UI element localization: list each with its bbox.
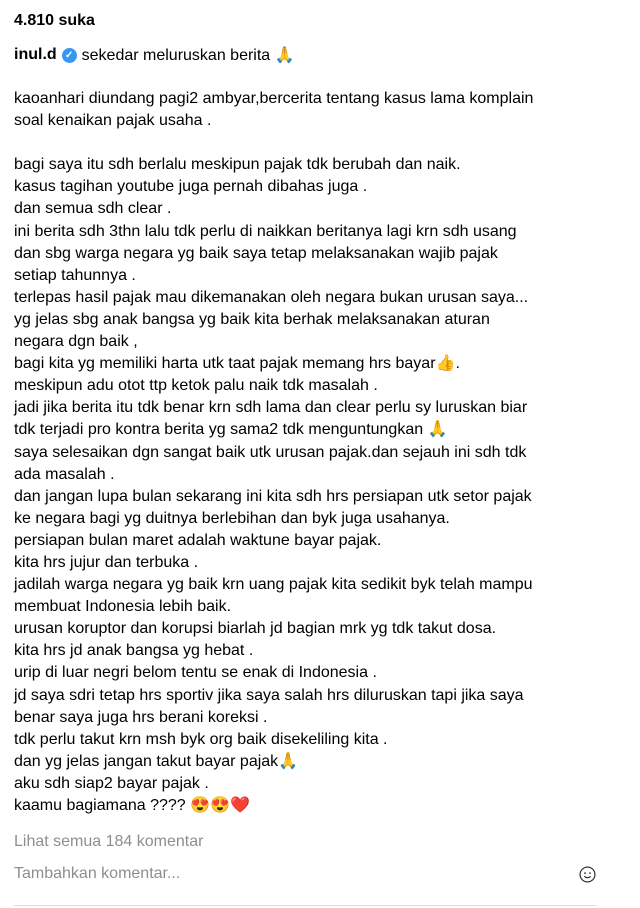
view-all-comments-link[interactable]: Lihat semua 184 komentar	[14, 833, 204, 850]
caption-line	[14, 132, 629, 154]
caption-line: tdk terjadi pro kontra berita yg sama2 tdk menguntungkan 🙏	[14, 421, 448, 439]
caption-line: kita hrs jujur dan terbuka .	[14, 553, 199, 571]
caption-line: dan jangan lupa bulan sekarang ini kita sdh hrs persiapan utk setor pajak	[14, 487, 532, 505]
caption-line: jd saya sdri tetap hrs sportiv jika saya salah hrs diluruskan tapi jika saya	[14, 686, 524, 704]
emoji-smiley-icon[interactable]	[579, 866, 596, 883]
caption-line: kita hrs jd anak bangsa yg hebat .	[14, 642, 254, 660]
caption-line: kaoanhari diundang pagi2 ambyar,bercerita tentang kasus lama komplain	[14, 90, 534, 107]
caption-line: jadilah warga negara yg baik krn uang pajak kita sedikit byk telah mampu	[14, 576, 533, 594]
caption-body	[14, 88, 629, 817]
caption-line: yg jelas sbg anak bangsa yg baik kita berhak melaksanakan aturan	[14, 310, 490, 328]
username-link[interactable]: inul.d	[14, 46, 57, 63]
divider	[14, 905, 596, 906]
caption-line: negara dgn baik ,	[14, 333, 138, 351]
comment-input[interactable]	[14, 865, 534, 883]
caption-line: benar saya juga hrs berani koreksi .	[14, 708, 268, 726]
caption-title: sekedar meluruskan berita 🙏	[81, 47, 295, 64]
caption-line: bagi kita yg memiliki harta utk taat pajak memang hrs bayar👍.	[14, 355, 460, 373]
caption-line: setiap tahunnya .	[14, 266, 136, 284]
caption-line: dan semua sdh clear .	[14, 200, 172, 218]
caption-line: terlepas hasil pajak mau dikemanakan oleh negara bukan urusan saya...	[14, 288, 529, 306]
caption-header	[14, 45, 295, 65]
verified-badge-icon: ✓	[62, 48, 77, 63]
caption-line: membuat Indonesia lebih baik.	[14, 598, 232, 616]
caption-line: ke negara bagi yg duitnya berlebihan dan byk juga usahanya.	[14, 509, 450, 527]
add-comment-row	[14, 861, 596, 887]
caption-line: meskipun adu otot ttp ketok palu naik tdk masalah .	[14, 377, 378, 395]
caption-line: aku sdh siap2 bayar pajak .	[14, 774, 209, 792]
caption-line: saya selesaikan dgn sangat baik utk urusan pajak.dan sejauh ini sdh tdk	[14, 443, 527, 461]
caption-line: urusan koruptor dan korupsi biarlah jd bagian mrk yg tdk takut dosa.	[14, 620, 497, 638]
caption-line: bagi saya itu sdh berlalu meskipun pajak tdk berubah dan naik.	[14, 156, 461, 174]
caption-line: tdk perlu takut krn msh byk org baik disekeliling kita .	[14, 730, 388, 748]
caption-line: kaamu bagiamana ???? 😍😍❤️	[14, 797, 250, 814]
caption-line: kasus tagihan youtube juga pernah dibahas juga .	[14, 178, 368, 196]
caption-line: dan sbg warga negara yg baik saya tetap melaksanakan wajib pajak	[14, 244, 498, 262]
likes-count[interactable]: 4.810 suka	[14, 12, 95, 29]
caption-line: soal kenaikan pajak usaha .	[14, 112, 212, 130]
caption-line: ini berita sdh 3thn lalu tdk perlu di naikkan beritanya lagi krn sdh usang	[14, 222, 517, 240]
caption-line: dan yg jelas jangan takut bayar pajak🙏	[14, 752, 299, 770]
caption-line: urip di luar negri belom tentu se enak di Indonesia .	[14, 664, 377, 682]
caption-line: jadi jika berita itu tdk benar krn sdh lama dan clear perlu sy luruskan biar	[14, 399, 528, 417]
caption-line: persiapan bulan maret adalah waktune bayar pajak.	[14, 531, 382, 549]
caption-line: ada masalah .	[14, 465, 115, 483]
